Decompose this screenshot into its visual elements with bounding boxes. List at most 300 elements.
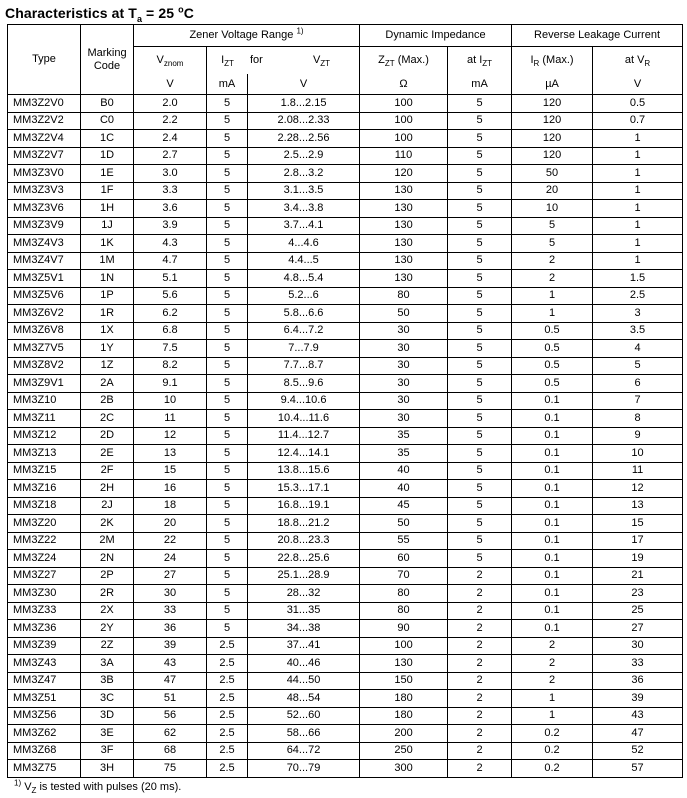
table-cell: 2A — [81, 375, 134, 393]
table-cell: MM3Z4V3 — [8, 235, 81, 253]
table-row — [8, 217, 683, 235]
table-cell: MM3Z47 — [8, 672, 81, 690]
table-cell: 120 — [512, 147, 593, 165]
table-cell: 5 — [207, 602, 248, 620]
table-cell: 2 — [448, 742, 512, 760]
table-header — [8, 25, 683, 95]
table-cell: 30 — [360, 410, 448, 428]
table-cell: 10 — [593, 445, 683, 463]
table-cell: MM3Z3V9 — [8, 217, 81, 235]
table-cell: 28...32 — [248, 585, 360, 603]
table-cell: 10 — [134, 392, 207, 410]
table-cell: MM3Z3V3 — [8, 182, 81, 200]
table-cell: 300 — [360, 760, 448, 778]
table-cell: 47 — [593, 725, 683, 743]
table-cell: 0.1 — [512, 602, 593, 620]
table-cell: 70...79 — [248, 760, 360, 778]
table-row — [8, 497, 683, 515]
table-cell: 1C — [81, 130, 134, 148]
table-cell: 5 — [448, 235, 512, 253]
table-cell: 13 — [593, 497, 683, 515]
table-row — [8, 287, 683, 305]
table-cell: 2B — [81, 392, 134, 410]
table-cell: 51 — [134, 690, 207, 708]
table-cell: MM3Z16 — [8, 480, 81, 498]
table-cell: 40 — [360, 462, 448, 480]
table-cell: 47 — [134, 672, 207, 690]
table-cell: 4.7 — [134, 252, 207, 270]
table-cell: 1X — [81, 322, 134, 340]
table-cell: 5 — [207, 287, 248, 305]
symbol-vzt: $V_{ZT}$ — [312, 54, 331, 69]
table-cell: 150 — [360, 672, 448, 690]
table-cell: 60 — [360, 550, 448, 568]
table-cell: 30 — [593, 637, 683, 655]
table-cell: 1R — [81, 305, 134, 323]
table-cell: 3.5 — [593, 322, 683, 340]
table-row — [8, 655, 683, 673]
table-cell: 0.1 — [512, 515, 593, 533]
table-cell: 3 — [593, 305, 683, 323]
table-cell: 16.8...19.1 — [248, 497, 360, 515]
table-cell: 1H — [81, 200, 134, 218]
table-cell: MM3Z2V4 — [8, 130, 81, 148]
table-cell: 0.2 — [512, 725, 593, 743]
table-cell: 7 — [593, 392, 683, 410]
table-cell: MM3Z7V5 — [8, 340, 81, 358]
table-cell: 1 — [593, 217, 683, 235]
table-cell: 80 — [360, 287, 448, 305]
table-cell: 180 — [360, 690, 448, 708]
table-cell: 1 — [512, 707, 593, 725]
table-cell: 5 — [207, 217, 248, 235]
column-header-zzt-max: $Z_{ZT}$ (Max.) — [360, 47, 448, 75]
table-cell: 1 — [593, 147, 683, 165]
table-cell: 2D — [81, 427, 134, 445]
table-cell: 12 — [134, 427, 207, 445]
table-cell: 2 — [512, 252, 593, 270]
table-cell: 3.0 — [134, 165, 207, 183]
table-cell: 5 — [207, 270, 248, 288]
table-cell: 2 — [512, 655, 593, 673]
table-cell: 18.8...21.2 — [248, 515, 360, 533]
table-row — [8, 532, 683, 550]
for-word: for — [250, 54, 263, 66]
table-cell: 35 — [360, 427, 448, 445]
table-cell: 2H — [81, 480, 134, 498]
table-cell: 4 — [593, 340, 683, 358]
symbol-izt: $I_{ZT}$ — [221, 54, 234, 69]
table-cell: 2.5 — [207, 742, 248, 760]
table-cell: MM3Z5V1 — [8, 270, 81, 288]
table-cell: MM3Z2V2 — [8, 112, 81, 130]
table-cell: 130 — [360, 252, 448, 270]
table-cell: 2 — [448, 602, 512, 620]
table-cell: MM3Z36 — [8, 620, 81, 638]
table-cell: 20 — [134, 515, 207, 533]
table-cell: 2.8...3.2 — [248, 165, 360, 183]
table-cell: 130 — [360, 235, 448, 253]
table-cell: 3H — [81, 760, 134, 778]
table-cell: 80 — [360, 585, 448, 603]
table-cell: 25 — [593, 602, 683, 620]
table-cell: 64...72 — [248, 742, 360, 760]
table-cell: MM3Z27 — [8, 567, 81, 585]
table-cell: 5 — [207, 305, 248, 323]
table-cell: 90 — [360, 620, 448, 638]
table-cell: 2.2 — [134, 112, 207, 130]
title-text: Characteristics at T — [5, 5, 137, 21]
table-cell: MM3Z2V7 — [8, 147, 81, 165]
table-cell: 2.08...2.33 — [248, 112, 360, 130]
table-cell: 30 — [360, 357, 448, 375]
table-cell: 5 — [207, 410, 248, 428]
table-cell: 40 — [360, 480, 448, 498]
table-cell: 2 — [512, 270, 593, 288]
table-cell: 5 — [512, 217, 593, 235]
table-row — [8, 620, 683, 638]
table-cell: 1.8...2.15 — [248, 95, 360, 113]
table-cell: 2Y — [81, 620, 134, 638]
table-cell: 1 — [593, 252, 683, 270]
table-cell: 2N — [81, 550, 134, 568]
table-cell: MM3Z62 — [8, 725, 81, 743]
table-cell: 3.1...3.5 — [248, 182, 360, 200]
table-cell: 5 — [207, 427, 248, 445]
table-cell: 22.8...25.6 — [248, 550, 360, 568]
degree-symbol: o — [178, 4, 184, 15]
table-cell: 2Z — [81, 637, 134, 655]
table-cell: 8.5...9.6 — [248, 375, 360, 393]
table-cell: 0.1 — [512, 445, 593, 463]
table-cell: 12.4...14.1 — [248, 445, 360, 463]
table-cell: 2.5 — [207, 725, 248, 743]
table-cell: 17 — [593, 532, 683, 550]
table-cell: 39 — [134, 637, 207, 655]
table-cell: 200 — [360, 725, 448, 743]
table-cell: 5 — [448, 165, 512, 183]
table-cell: 20 — [512, 182, 593, 200]
table-cell: 2.5 — [207, 672, 248, 690]
table-cell: MM3Z11 — [8, 410, 81, 428]
table-cell: 0.5 — [512, 322, 593, 340]
page-title — [5, 4, 687, 24]
table-cell: 5 — [448, 147, 512, 165]
table-cell: MM3Z15 — [8, 462, 81, 480]
table-row — [8, 550, 683, 568]
table-cell: 2J — [81, 497, 134, 515]
table-cell: 33 — [134, 602, 207, 620]
table-cell: MM3Z9V1 — [8, 375, 81, 393]
table-cell: 2.28...2.56 — [248, 130, 360, 148]
table-row — [8, 760, 683, 778]
table-cell: 5 — [448, 462, 512, 480]
table-cell: 1 — [593, 165, 683, 183]
table-cell: 18 — [134, 497, 207, 515]
table-row — [8, 182, 683, 200]
table-cell: MM3Z30 — [8, 585, 81, 603]
table-cell: 48...54 — [248, 690, 360, 708]
table-cell: MM3Z5V6 — [8, 287, 81, 305]
table-cell: MM3Z2V0 — [8, 95, 81, 113]
table-cell: 2 — [448, 655, 512, 673]
unit-izt: mA — [207, 74, 248, 95]
table-cell: 0.1 — [512, 620, 593, 638]
table-row — [8, 270, 683, 288]
table-cell: 130 — [360, 270, 448, 288]
table-cell: 130 — [360, 217, 448, 235]
table-cell: 27 — [134, 567, 207, 585]
group-header-reverse-leakage-current: Reverse Leakage Current — [512, 25, 683, 47]
table-cell: 1 — [512, 287, 593, 305]
table-cell: 2.5 — [207, 637, 248, 655]
table-cell: 0.1 — [512, 497, 593, 515]
table-cell: 11 — [134, 410, 207, 428]
table-cell: 50 — [360, 305, 448, 323]
column-header-type: Type — [8, 25, 81, 95]
table-cell: 3.9 — [134, 217, 207, 235]
table-cell: 5 — [207, 340, 248, 358]
table-cell: 130 — [360, 182, 448, 200]
table-cell: 5 — [448, 305, 512, 323]
table-cell: 56 — [134, 707, 207, 725]
table-cell: 11.4...12.7 — [248, 427, 360, 445]
table-cell: 5 — [448, 445, 512, 463]
table-cell: 5 — [207, 357, 248, 375]
table-cell: 8.2 — [134, 357, 207, 375]
table-cell: 5 — [207, 252, 248, 270]
table-cell: 2.5...2.9 — [248, 147, 360, 165]
table-cell: 2 — [512, 672, 593, 690]
table-cell: 3.4...3.8 — [248, 200, 360, 218]
table-cell: 1K — [81, 235, 134, 253]
table-row — [8, 462, 683, 480]
table-row — [8, 305, 683, 323]
table-cell: 5 — [207, 445, 248, 463]
table-cell: 5 — [207, 515, 248, 533]
table-cell: 2 — [512, 637, 593, 655]
table-cell: 6 — [593, 375, 683, 393]
table-cell: 0.1 — [512, 550, 593, 568]
table-cell: 250 — [360, 742, 448, 760]
table-cell: 120 — [512, 130, 593, 148]
table-cell: MM3Z18 — [8, 497, 81, 515]
table-cell: 2 — [448, 707, 512, 725]
table-cell: MM3Z6V2 — [8, 305, 81, 323]
unit-vznom: V — [134, 74, 207, 95]
table-cell: 5 — [207, 165, 248, 183]
table-cell: 15.3...17.1 — [248, 480, 360, 498]
table-cell: 0.7 — [593, 112, 683, 130]
table-cell: MM3Z22 — [8, 532, 81, 550]
table-cell: 9 — [593, 427, 683, 445]
table-cell: 110 — [360, 147, 448, 165]
table-cell: 50 — [360, 515, 448, 533]
column-header-at-izt: at $I_{ZT}$ — [448, 47, 512, 75]
table-cell: 120 — [360, 165, 448, 183]
table-cell: 20.8...23.3 — [248, 532, 360, 550]
table-cell: 25.1...28.9 — [248, 567, 360, 585]
table-cell: 0.1 — [512, 410, 593, 428]
table-cell: 5 — [207, 585, 248, 603]
table-cell: 70 — [360, 567, 448, 585]
table-cell: 1Z — [81, 357, 134, 375]
table-row — [8, 340, 683, 358]
table-cell: 33 — [593, 655, 683, 673]
table-cell: 23 — [593, 585, 683, 603]
table-cell: 2P — [81, 567, 134, 585]
table-row — [8, 112, 683, 130]
table-cell: 7.5 — [134, 340, 207, 358]
table-cell: 58...66 — [248, 725, 360, 743]
table-cell: 44...50 — [248, 672, 360, 690]
table-cell: 1 — [593, 200, 683, 218]
table-cell: 5 — [448, 392, 512, 410]
table-cell: 1.5 — [593, 270, 683, 288]
table-cell: 43 — [134, 655, 207, 673]
table-row — [8, 515, 683, 533]
table-cell: 5.1 — [134, 270, 207, 288]
table-cell: 4.8...5.4 — [248, 270, 360, 288]
table-cell: 30 — [360, 375, 448, 393]
table-cell: MM3Z13 — [8, 445, 81, 463]
table-cell: 5 — [593, 357, 683, 375]
table-row — [8, 690, 683, 708]
table-cell: 30 — [360, 392, 448, 410]
group-header-zener-voltage-range: Zener Voltage Range $^{1)}$ — [134, 25, 360, 47]
table-cell: 120 — [512, 112, 593, 130]
table-cell: 21 — [593, 567, 683, 585]
table-cell: 0.5 — [512, 375, 593, 393]
table-cell: 0.2 — [512, 742, 593, 760]
table-cell: MM3Z39 — [8, 637, 81, 655]
table-cell: 1 — [593, 182, 683, 200]
table-cell: 35 — [360, 445, 448, 463]
table-cell: 9.1 — [134, 375, 207, 393]
table-cell: 30 — [360, 322, 448, 340]
table-row — [8, 585, 683, 603]
table-cell: 2 — [448, 725, 512, 743]
table-cell: 5 — [512, 235, 593, 253]
table-cell: MM3Z3V6 — [8, 200, 81, 218]
table-cell: 5 — [448, 497, 512, 515]
unit-zzt: Ω — [360, 74, 448, 95]
table-cell: 0.1 — [512, 392, 593, 410]
table-row — [8, 392, 683, 410]
table-cell: 2.5 — [207, 707, 248, 725]
table-cell: B0 — [81, 95, 134, 113]
table-cell: MM3Z6V8 — [8, 322, 81, 340]
table-cell: 68 — [134, 742, 207, 760]
table-cell: MM3Z51 — [8, 690, 81, 708]
table-row — [8, 637, 683, 655]
table-cell: 30 — [360, 340, 448, 358]
table-cell: 5 — [448, 95, 512, 113]
table-cell: 3.7...4.1 — [248, 217, 360, 235]
table-cell: 3B — [81, 672, 134, 690]
column-header-ir-max: $I_R$ (Max.) — [512, 47, 593, 75]
table-cell: 30 — [134, 585, 207, 603]
table-row — [8, 672, 683, 690]
table-cell: 1Y — [81, 340, 134, 358]
table-row — [8, 165, 683, 183]
table-cell: 57 — [593, 760, 683, 778]
table-cell: 1 — [593, 130, 683, 148]
table-body — [8, 95, 683, 778]
table-cell: 5 — [448, 340, 512, 358]
table-row — [8, 357, 683, 375]
table-cell: 2 — [448, 637, 512, 655]
table-cell: 3F — [81, 742, 134, 760]
table-cell: 3.6 — [134, 200, 207, 218]
table-cell: 22 — [134, 532, 207, 550]
table-cell: MM3Z43 — [8, 655, 81, 673]
table-cell: 100 — [360, 112, 448, 130]
table-row — [8, 602, 683, 620]
table-cell: 180 — [360, 707, 448, 725]
table-cell: 100 — [360, 130, 448, 148]
table-row — [8, 567, 683, 585]
table-cell: 5 — [207, 392, 248, 410]
table-cell: 4.3 — [134, 235, 207, 253]
table-cell: 5 — [207, 322, 248, 340]
table-row — [8, 95, 683, 113]
table-cell: 5 — [207, 480, 248, 498]
table-cell: 0.1 — [512, 480, 593, 498]
table-cell: 80 — [360, 602, 448, 620]
table-row — [8, 200, 683, 218]
table-cell: 2E — [81, 445, 134, 463]
table-cell: 2K — [81, 515, 134, 533]
table-cell: 5 — [207, 130, 248, 148]
table-cell: 5 — [448, 217, 512, 235]
table-cell: 5 — [448, 410, 512, 428]
table-cell: 130 — [360, 200, 448, 218]
table-cell: 5 — [207, 567, 248, 585]
table-cell: 2.5 — [593, 287, 683, 305]
column-header-marking-code — [81, 25, 134, 95]
table-cell: 2X — [81, 602, 134, 620]
marking-line2: Code — [93, 59, 121, 72]
title-subscript: a — [136, 13, 143, 24]
table-cell: 50 — [512, 165, 593, 183]
unit-vzt: V — [248, 74, 360, 95]
table-cell: 0.5 — [512, 340, 593, 358]
table-cell: MM3Z68 — [8, 742, 81, 760]
table-cell: 45 — [360, 497, 448, 515]
table-cell: 3A — [81, 655, 134, 673]
table-cell: 5 — [207, 235, 248, 253]
characteristics-table — [7, 24, 683, 778]
unit-at-vr: V — [593, 74, 683, 95]
column-header-izt-for-vzt — [207, 47, 360, 75]
table-cell: 5 — [207, 620, 248, 638]
table-cell: 5 — [448, 427, 512, 445]
title-unit: C — [183, 5, 194, 21]
table-cell: C0 — [81, 112, 134, 130]
table-cell: 0.1 — [512, 532, 593, 550]
table-cell: 130 — [360, 655, 448, 673]
header-group-row — [8, 25, 683, 47]
table-cell: 0.1 — [512, 427, 593, 445]
table-cell: MM3Z20 — [8, 515, 81, 533]
table-cell: 6.8 — [134, 322, 207, 340]
table-cell: 5 — [448, 375, 512, 393]
column-header-at-vr: at $V_R$ — [593, 47, 683, 75]
table-cell: 4...4.6 — [248, 235, 360, 253]
table-cell: 0.5 — [512, 357, 593, 375]
table-cell: 62 — [134, 725, 207, 743]
